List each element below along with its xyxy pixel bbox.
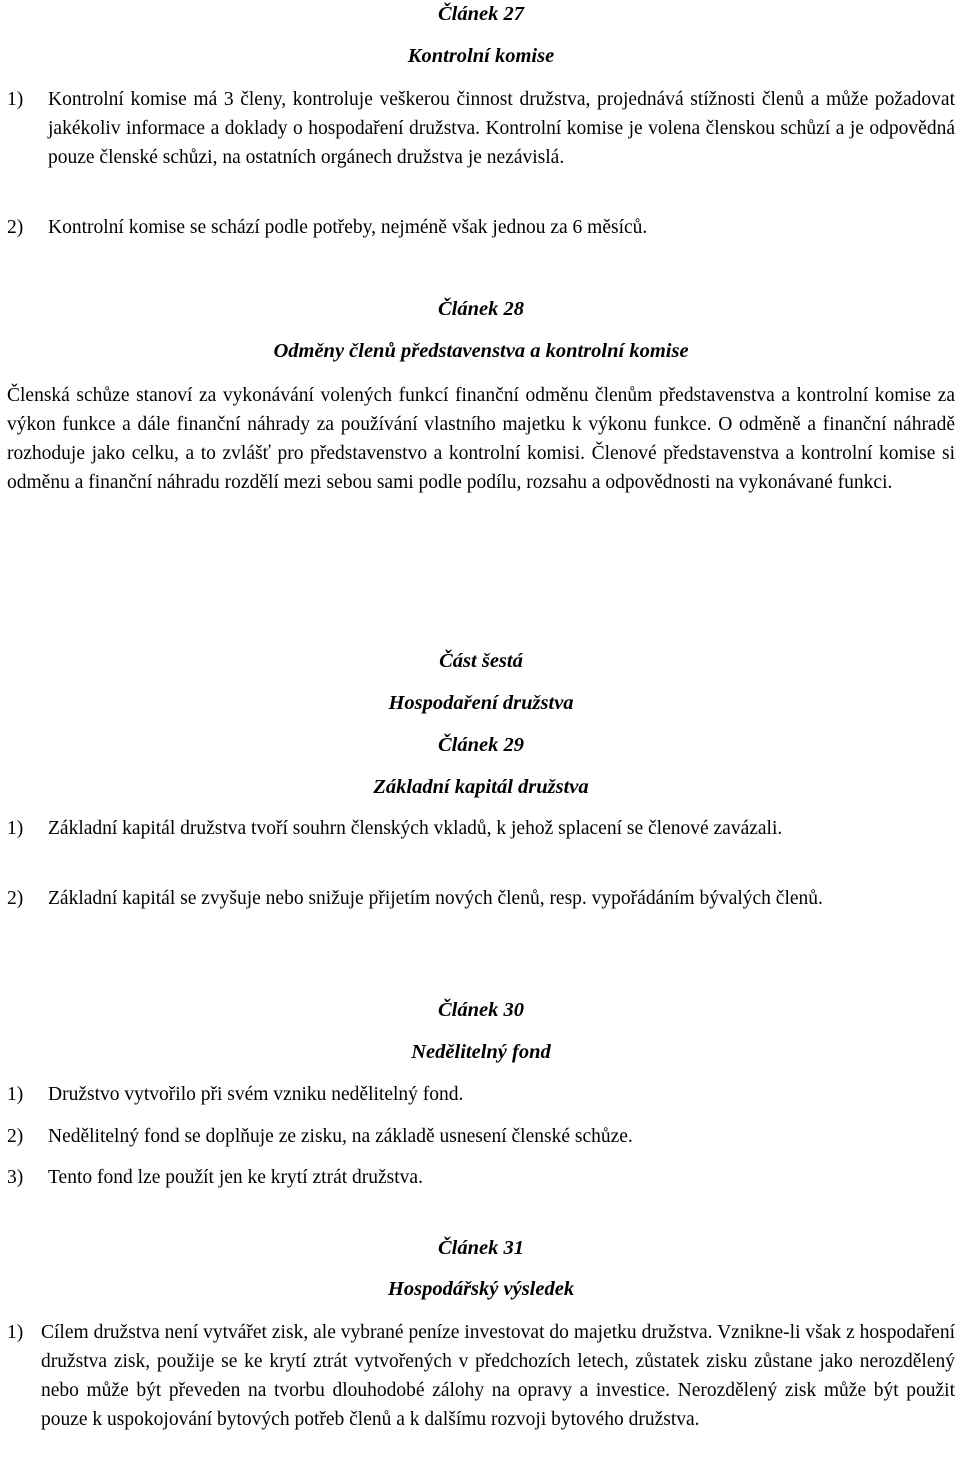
article-27-heading: Článek 27 (438, 3, 524, 25)
item-text: Základní kapitál se zvyšuje nebo snižuje přijetím nových členů, resp. vypořádáním bývalých členů. (48, 888, 823, 909)
item-number: 1) (7, 89, 24, 110)
item-number: 2) (7, 217, 24, 238)
item-number: 3) (7, 1167, 24, 1188)
item-text: Cílem družstva není vytvářet zisk, ale vybrané peníze investovat do majetku družstva. Vznikne-li však z hospodaření družstva zisk, použije se ke krytí ztrát vytvořených v předchozích letech, zůstatek zisku zůstane jako nerozdělený nebo může být převeden na tvorbu dlouhodobé zálohy na opravy a investice. Nerozdělený zisk může být použit pouze k uspokojování bytových potřeb členů a k dalšímu rozvoji bytového družstva. (41, 1322, 955, 1430)
item-number: 1) (7, 1084, 24, 1105)
article-30-item-3 (7, 1163, 955, 1192)
article-30-item-1 (7, 1080, 955, 1109)
article-31-title: Hospodářský výsledek (387, 1278, 575, 1300)
article-27-title: Kontrolní komise (407, 45, 555, 67)
article-31-item-1 (7, 1318, 955, 1434)
item-text: Nedělitelný fond se doplňuje ze zisku, na základě usnesení členské schůze. (48, 1126, 633, 1147)
article-28-paragraph: Členská schůze stanoví za vykonávání volených funkcí finanční odměnu členům představenstva a kontrolní komise za výkon funkce a dále finanční náhrady za používání vlastního majetku k výkonu funkce. O odměně a finanční náhradě rozhoduje jako celku, a to zvlášť pro představenstvo a kontrolní komisi. Členové představenstva a kontrolní komise si odměnu a finanční náhradu rozdělí mezi sebou sami podle podílu, rozsahu a odpovědnosti na vykonávané funkci. (7, 385, 955, 493)
article-28-heading: Článek 28 (438, 298, 524, 320)
item-number: 2) (7, 1126, 24, 1147)
item-number: 1) (7, 818, 24, 839)
article-29-heading: Článek 29 (438, 734, 524, 756)
article-30-title: Nedělitelný fond (411, 1041, 551, 1063)
item-number: 1) (7, 1322, 24, 1343)
article-31-heading: Článek 31 (438, 1237, 524, 1259)
item-text: Družstvo vytvořilo při svém vzniku nedělitelný fond. (48, 1084, 464, 1105)
item-text: Tento fond lze použít jen ke krytí ztrát družstva. (48, 1167, 423, 1188)
item-text: Základní kapitál družstva tvoří souhrn členských vkladů, k jehož splacení se členové zavázali. (48, 818, 783, 839)
article-30-heading: Článek 30 (438, 999, 524, 1021)
part-6-heading: Část šestá (439, 650, 523, 672)
article-29-item-2 (7, 884, 955, 913)
article-27-item-2 (7, 213, 955, 242)
article-29-title: Základní kapitál družstva (373, 776, 589, 798)
article-28-title: Odměny členů představenstva a kontrolní komise (273, 340, 689, 362)
item-text: Kontrolní komise se schází podle potřeby, nejméně však jednou za 6 měsíců. (48, 217, 648, 238)
article-27-item-1 (7, 85, 955, 172)
article-29-item-1 (7, 814, 955, 843)
item-number: 2) (7, 888, 24, 909)
article-30-item-2 (7, 1122, 955, 1151)
part-6-title: Hospodaření družstva (388, 692, 574, 714)
item-text: Kontrolní komise má 3 členy, kontroluje veškerou činnost družstva, projednává stížnosti členů a může požadovat jakékoliv informace a doklady o hospodaření družstva. Kontrolní komise je volena členskou schůzí a je odpovědná pouze členské schůzi, na ostatních orgánech družstva je nezávislá. (48, 89, 955, 168)
